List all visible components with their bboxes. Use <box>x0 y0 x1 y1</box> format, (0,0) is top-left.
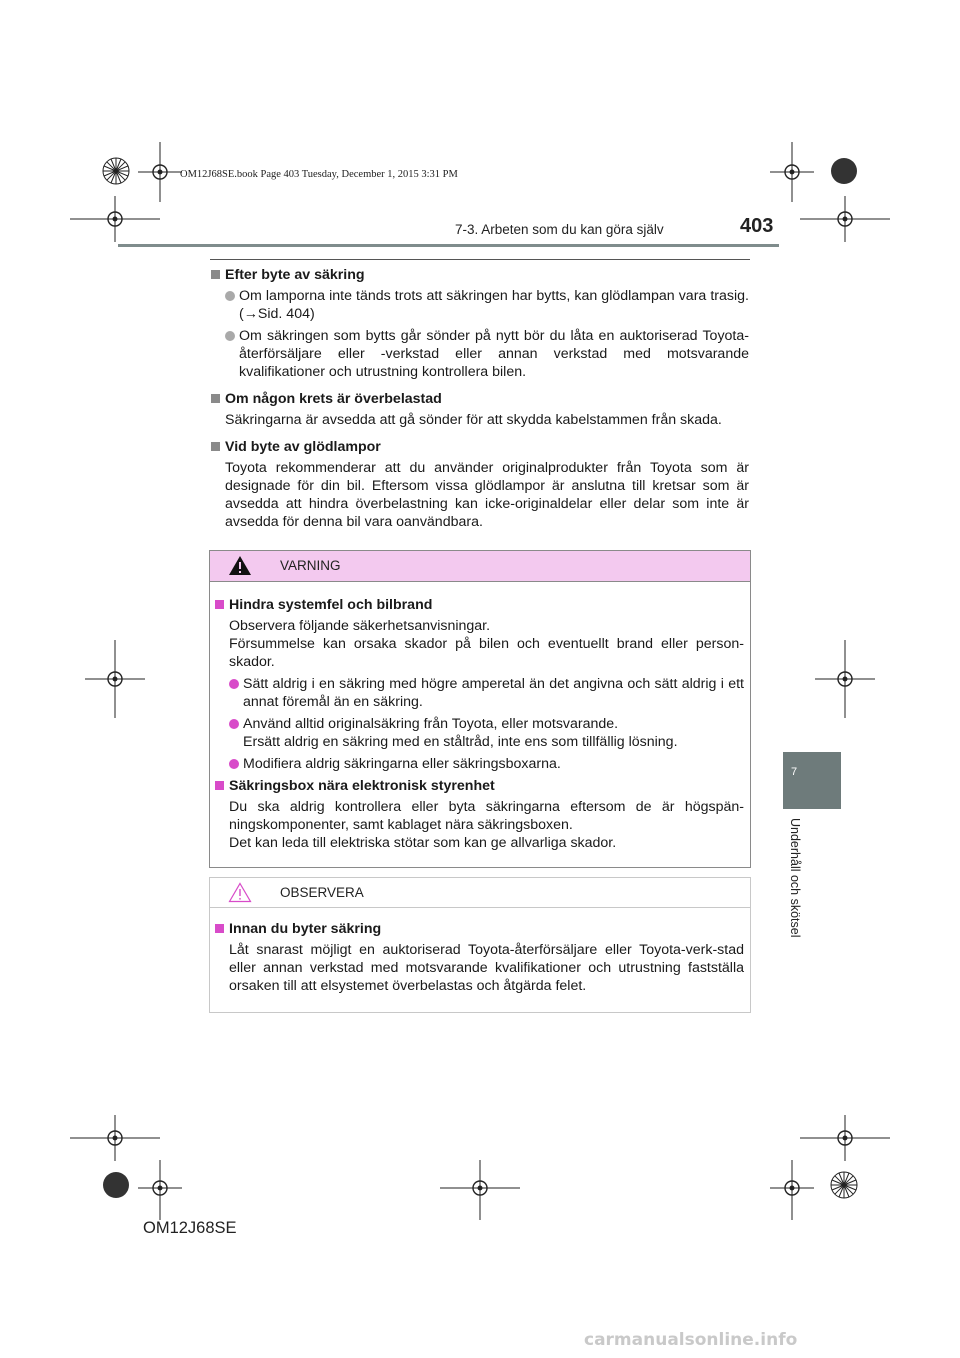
section-heading: Säkringsbox nära elektronisk styrenhet <box>215 777 744 795</box>
square-bullet-icon <box>211 270 220 279</box>
square-bullet-icon <box>211 442 220 451</box>
registration-dot-icon <box>830 157 858 185</box>
crosshair-icon <box>85 640 145 718</box>
warning-label: VARNING <box>280 558 341 573</box>
page-number: 403 <box>740 215 774 237</box>
list-item: Om lamporna inte tänds trots att säkringen har bytts, kan glödlampan vara trasig. (→Sid. 404) <box>211 287 749 323</box>
header-section-title: 7-3. Arbeten som du kan göra själv <box>455 222 664 237</box>
book-stamp: OM12J68SE.book Page 403 Tuesday, December 1, 2015 3:31 PM <box>180 169 458 180</box>
warning-box <box>209 550 751 868</box>
registration-dot-icon <box>102 1171 130 1199</box>
section-heading: Vid byte av glödlampor <box>211 438 749 456</box>
crosshair-icon <box>70 196 160 242</box>
warning-header <box>210 551 750 582</box>
caution-header <box>210 878 750 908</box>
round-bullet-icon <box>225 291 235 301</box>
crosshair-icon <box>800 1115 890 1161</box>
footer-document-code: OM12J68SE <box>143 1219 237 1237</box>
paragraph: Det kan leda till elektriska stötar som kan ge allvarliga skador. <box>229 835 617 851</box>
paragraph: Försummelse kan orsaka skador på bilen och eventuellt brand eller person-skador. <box>229 636 744 670</box>
round-bullet-icon <box>229 759 239 769</box>
chapter-label: Underhåll och skötsel <box>788 818 802 938</box>
registration-starburst-icon <box>830 1171 858 1199</box>
round-bullet-icon <box>229 679 239 689</box>
crosshair-icon <box>138 1160 182 1220</box>
caution-label: OBSERVERA <box>280 885 364 900</box>
caution-box <box>209 877 751 1013</box>
square-bullet-icon <box>215 600 224 609</box>
section-heading: Efter byte av säkring <box>211 266 749 284</box>
warning-body <box>210 582 750 852</box>
list-item: Sätt aldrig i en säkring med högre amperetal än det angivna och sätt aldrig i ett annat föremål än en säkring. <box>215 675 744 711</box>
crosshair-icon <box>770 1160 814 1220</box>
registration-starburst-icon <box>102 157 130 185</box>
section-heading: Hindra systemfel och bilbrand <box>215 596 744 614</box>
crosshair-icon <box>138 142 182 202</box>
paragraph: Observera följande säkerhetsanvisningar. <box>229 618 491 634</box>
main-content <box>211 266 749 535</box>
header-rule <box>118 244 779 247</box>
paragraph: Toyota rekommenderar att du använder originalprodukter från Toyota som är designade för din bil. Eftersom vissa glödlampor är anslutna till kretsar som är avsedda att hindra överbelastning kan icke-originaldelar eller delar som inte är avsedda för denna bil vara oanvändbara. <box>225 460 749 530</box>
crosshair-icon <box>770 142 814 202</box>
round-bullet-icon <box>225 331 235 341</box>
square-bullet-icon <box>215 924 224 933</box>
watermark: carmanualsonline.info <box>584 1330 798 1350</box>
warning-triangle-icon <box>228 555 252 581</box>
crosshair-icon <box>815 640 875 718</box>
caution-body <box>210 908 750 995</box>
list-item: Använd alltid originalsäkring från Toyota, eller motsvarande. Ersätt aldrig en säkring med en ståltråd, inte ens som tillfällig lösning. <box>215 715 744 751</box>
paragraph: Låt snarast möjligt en auktoriserad Toyota-återförsäljare eller Toyota-verk-stad eller annan verkstad med motsvarande kvalifikationer och utrustning fastställa orsaken till att elsystemet överbelastas och åtgärda felet. <box>229 942 744 994</box>
caution-triangle-icon <box>228 882 252 908</box>
square-bullet-icon <box>211 394 220 403</box>
list-item: Modifiera aldrig säkringarna eller säkringsboxarna. <box>215 755 744 773</box>
paragraph: Du ska aldrig kontrollera eller byta säkringarna eftersom de är högspän-ningskomponenter, samt kablaget nära säkringsboxen. <box>229 799 744 833</box>
section-heading: Om någon krets är överbelastad <box>211 390 749 408</box>
crosshair-icon <box>800 196 890 242</box>
chapter-tab-number: 7 <box>791 766 798 778</box>
round-bullet-icon <box>229 719 239 729</box>
chapter-tab <box>783 752 841 809</box>
list-item: Om säkringen som bytts går sönder på nytt bör du låta en auktoriserad Toyota-återförsäljare eller -verkstad eller annan verkstad med motsvarande kvalifikationer och utrustning kontrollera bilen. <box>211 327 749 381</box>
square-bullet-icon <box>215 781 224 790</box>
crosshair-icon <box>440 1160 520 1220</box>
crosshair-icon <box>70 1115 160 1161</box>
paragraph: Säkringarna är avsedda att gå sönder för att skydda kabelstammen från skada. <box>225 412 722 428</box>
section-heading: Innan du byter säkring <box>215 920 744 938</box>
content-rule <box>210 259 750 260</box>
